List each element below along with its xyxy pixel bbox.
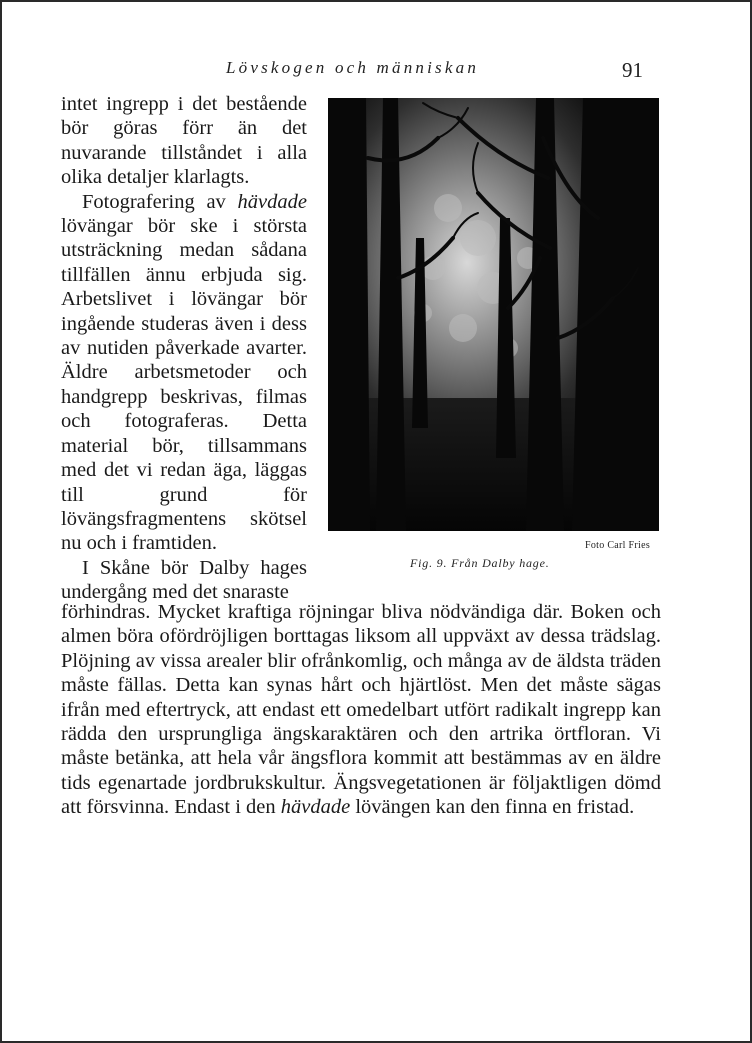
- paragraph-3-end: lövängen kan den finna en fristad.: [350, 796, 635, 819]
- photo-credit: Foto Carl Fries: [585, 540, 651, 551]
- full-width-text: [61, 600, 661, 820]
- paragraph-3-continued: [61, 600, 661, 820]
- paragraph-2: [61, 190, 307, 556]
- paragraph-1: intet ingrepp i det bestående bör göras förr än det nuvarande tillståndet i alla olika detaljer klarlagts.: [61, 93, 307, 189]
- forest-photograph: [328, 98, 659, 531]
- running-head: Lövskogen och människan: [226, 58, 480, 77]
- emphasis-havdade-2: hävdade: [280, 796, 351, 819]
- emphasis-havdade: hävdade: [237, 190, 307, 213]
- page-border-top: [0, 0, 752, 2]
- figure-caption: Fig. 9. Från Dalby hage.: [410, 556, 550, 570]
- paragraph-3-body: förhindras. Mycket kraftiga röjningar bliva nödvändiga där. Boken och almen böra ofördröjligen borttagas liksom all uppväxt av dessa trädslag. Plöjning av vissa arealer blir ofrånkomlig, och många av de äldsta träden måste fällas. Detta kan synas hårt och hjärtlöst. Men det måste sägas ifrån med eftertryck, att endast ett omedelbart utfört radikalt ingrepp kan rädda den ursprungliga ängskaraktären och den artrika örtfloran. Vi måste betänka, att hela vår ängsflora kommit att bestämmas av en äldre tids egenartade jordbrukskultur. Ängsvegetationen är följaktligen dömd att försvinna. Endast i den: [61, 601, 661, 819]
- paragraph-3-start: I Skåne bör Dalby hages undergång med det snaraste: [61, 556, 307, 604]
- paragraph-2-start: Fotografering av: [82, 190, 238, 213]
- paragraph-2-rest: lövängar bör ske i största utsträckning medan sådana tillfällen ännu erbjuda sig. Arbetslivet i lövängar bör ingående studeras även i dess av nutiden påverkade avarter. Äldre arbetsmetoder och handgrepp beskrivas, filmas och fotograferas. Detta material bör, tillsammans med det vi redan äga, läggas till grund för lövängsfragmentens skötsel nu och i framtiden.: [61, 215, 307, 555]
- forest-photo-illustration: [328, 98, 659, 531]
- page-border-left: [0, 0, 2, 1043]
- left-column-text: [61, 92, 307, 605]
- page-number: 91: [622, 58, 643, 82]
